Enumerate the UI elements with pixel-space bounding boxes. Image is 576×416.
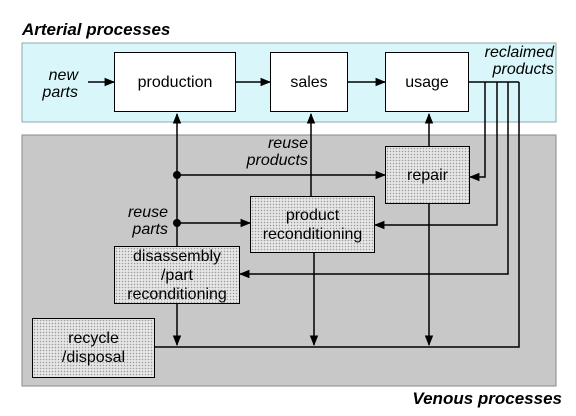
reclaimed-products-label: reclaimed products xyxy=(484,44,554,78)
disassembly-part-reconditioning-box: disassembly /part reconditioning xyxy=(114,246,240,304)
reuse-products-label: reuse products xyxy=(246,135,308,169)
junction-dot xyxy=(173,219,181,227)
junction-dot xyxy=(173,171,181,179)
venous-processes-heading: Venous processes xyxy=(412,389,562,408)
repair-box: repair xyxy=(385,146,470,204)
arterial-processes-heading: Arterial processes xyxy=(22,20,171,39)
usage-box: usage xyxy=(385,52,469,112)
recycle-disposal-box: recycle /disposal xyxy=(32,318,155,378)
production-box: production xyxy=(114,52,236,112)
product-reconditioning-box: product reconditioning xyxy=(250,196,375,253)
reuse-parts-label: reuse parts xyxy=(127,204,168,238)
new-parts-label: new parts xyxy=(42,67,78,101)
sales-box: sales xyxy=(270,52,348,112)
